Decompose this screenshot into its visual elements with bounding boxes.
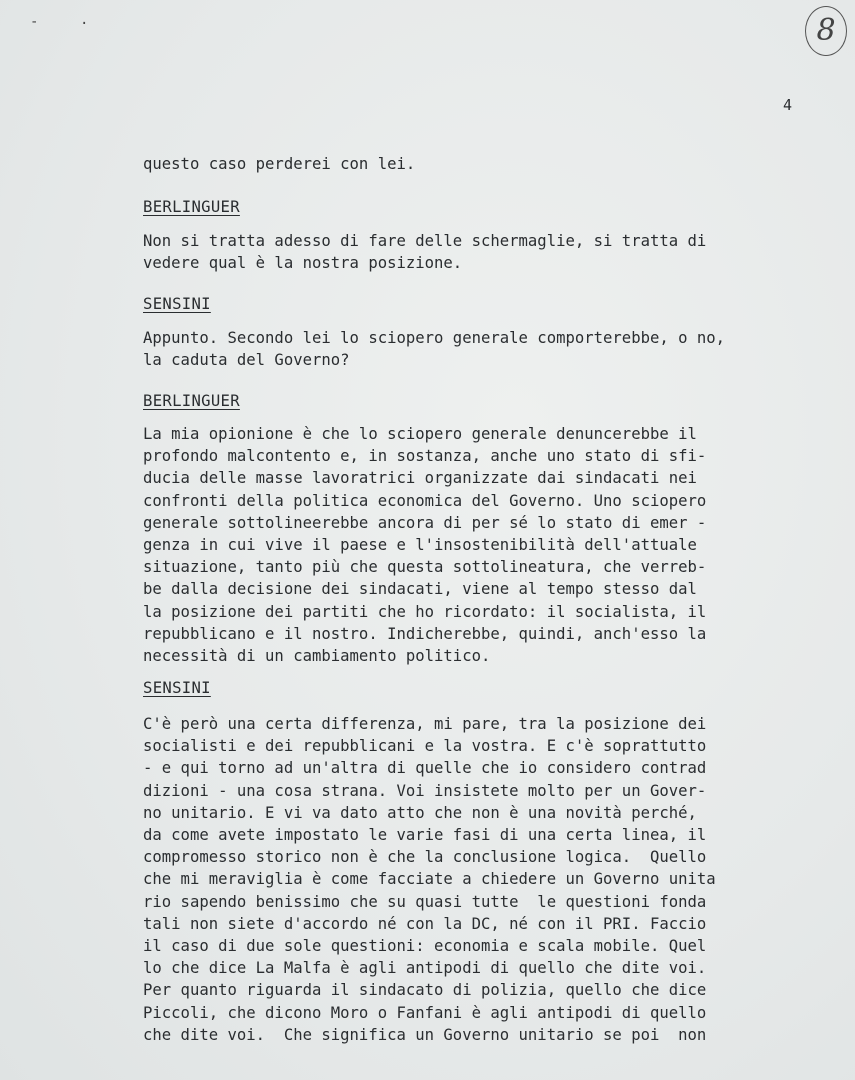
margin-dot-mark: - bbox=[30, 14, 39, 30]
speaker-sensini: SENSINI bbox=[143, 295, 211, 313]
speaker-berlinguer: BERLINGUER bbox=[143, 198, 240, 216]
intro-line: questo caso perderei con lei. bbox=[143, 155, 416, 173]
paragraph-1: Non si tratta adesso di fare delle schermaglie, si tratta di vedere qual è la nostra posizione. bbox=[143, 232, 707, 273]
archive-stamp-number: 8 bbox=[805, 6, 847, 56]
margin-dot-mark: · bbox=[80, 16, 89, 32]
speaker-berlinguer: BERLINGUER bbox=[143, 392, 240, 410]
paragraph-3: La mia opionione è che lo sciopero generale denuncerebbe il profondo malcontento e, in sostanza, anche uno stato di sfi- ducia delle masse lavoratrici organizzate dai sindacati nei confronti della politica economica del Governo. Uno sciopero generale sottolineerebbe ancora di per sé lo stato di emer - genza in cui vive il paese e l'insostenibilità dell'attuale situazione, tanto più che questa sottolineatura, che verreb- be dalla decisione dei sindacati, viene al tempo stesso dal la posizione dei partiti che ho ricordato: il socialista, il repubblicano e il nostro. Indicherebbe, quindi, anch'esso la necessità di un cambiamento politico. bbox=[143, 425, 707, 666]
page-number: 4 bbox=[783, 96, 793, 114]
speaker-sensini: SENSINI bbox=[143, 679, 211, 697]
paragraph-2: Appunto. Secondo lei lo sciopero generale comporterebbe, o no, la caduta del Governo? bbox=[143, 329, 726, 370]
paragraph-4: C'è però una certa differenza, mi pare, tra la posizione dei socialisti e dei repubblicani e la vostra. E c'è soprattutto - e qui torno ad un'altra di quelle che io considero contrad dizioni - una cosa strana. Voi insistete molto per un Gover- no unitario. E vi va dato atto che non è una novità perché, da come avete impostato le varie fasi di una certa linea, il compromesso storico non è che la conclusione logica. Quello che mi meraviglia è come facciate a chiedere un Governo unita rio sapendo benissimo che su quasi tutte le questioni fonda tali non siete d'accordo né con la DC, né con il PRI. Faccio il caso di due sole questioni: economia e scala mobile. Quel lo che dice La Malfa è agli antipodi di quello che dite voi. Per quanto riguarda il sindacato di polizia, quello che dice Piccoli, che dicono Moro o Fanfani è agli antipodi di quello che dite voi. Che significa un Governo unitario se poi non bbox=[143, 715, 716, 1044]
